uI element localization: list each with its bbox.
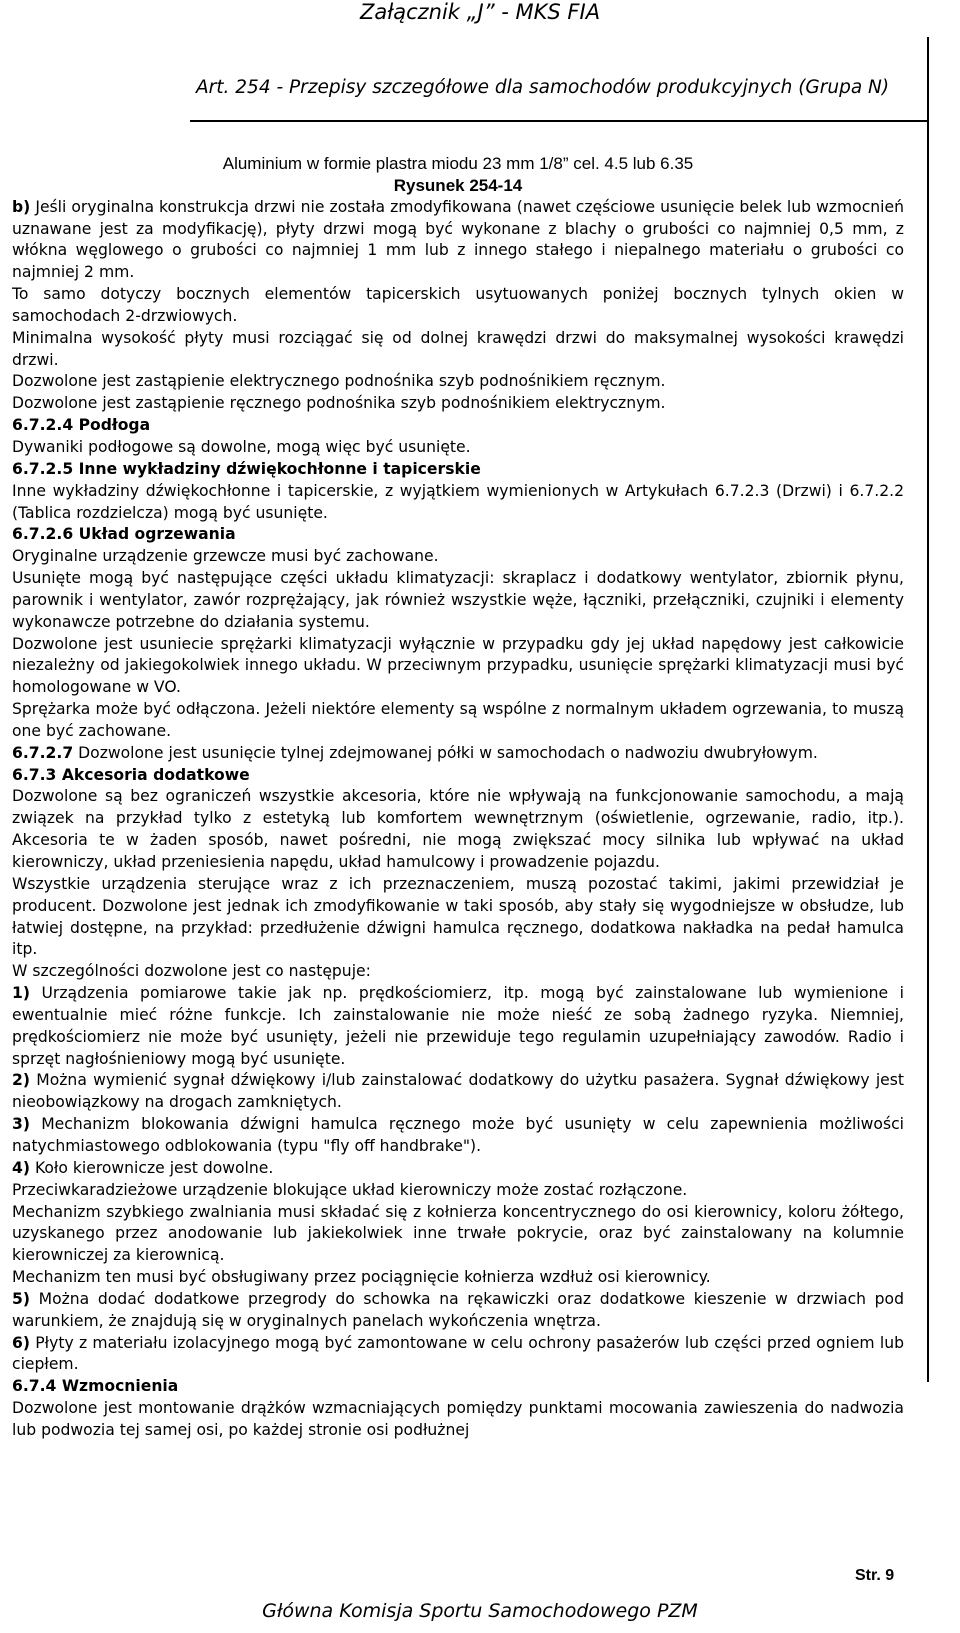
paragraph-text: Urządzenia pomiarowe takie jak np. prędkościomierz, itp. mogą być zainstalowane lub wymienione i ewentualnie mieć różne funkcje. Ich zainstalowanie nie może nieść ze sobą żadnego ryzyka. Niemniej, prędkościomierz nie może być usunięty, jeżeli nie przewiduje tego regulamin uzupełniający zawodów. Radio i sprzęt nagłośnieniowy mogą być usunięte. — [12, 984, 904, 1068]
paragraph: To samo dotyczy bocznych elementów tapicerskich usytuowanych poniżej bocznych tylnych okien w samochodach 2-drzwiowych. — [12, 285, 904, 325]
paragraph-text: Można wymienić sygnał dźwiękowy i/lub zainstalować dodatkowy do użytku pasażera. Sygnał dźwiękowy jest nieobowiązkowy na drogach zamkniętych. — [12, 1071, 904, 1112]
paragraph: Przeciwkaradzieżowe urządzenie blokujące układ kierowniczy może zostać rozłączone. — [12, 1180, 688, 1199]
list-item-5 — [12, 1289, 904, 1333]
paragraph: Wszystkie urządzenia sterujące wraz z ich przeznaczeniem, muszą pozostać takimi, jakimi przewidział je producent. Dozwolone jest jednak ich zmodyfikowanie w taki sposób, aby stały się wygodniejsze w obsłudze, lub łatwiej dostępne, na przykład: przedłużenie dźwigni hamulca ręcznego, dodatkowa nakładka na pedał hamulca itp. — [12, 874, 904, 959]
item-label: 4) — [12, 1158, 30, 1177]
paragraph-text: Jeśli oryginalna konstrukcja drzwi nie została zmodyfikowana (nawet częściowe usunięcie belek lub wzmocnień uznawane jest za modyfikację), płyty drzwi mogą być wykonane z blachy o grubości co najmniej 0,5 mm, z włókna węglowego o grubości co najmniej 1 mm lub z innego stałego i niepalnego materiału o grubości co najmniej 2 mm. — [12, 197, 904, 282]
paragraph-text: Dozwolone jest usunięcie tylnej zdejmowanej półki w samochodach o nadwoziu dwubryłowym. — [73, 743, 818, 762]
section-heading-674: 6.7.4 Wzmocnienia — [12, 1377, 179, 1396]
paragraph: Dozwolone są bez ograniczeń wszystkie akcesoria, które nie wpływają na funkcjonowanie samochodu, a mają związek na przykład tylko z estetyką lub komfortem wewnętrznym (oświetlenie, ogrzewanie, radio, itp.). Akcesoria te w żaden sposób, nawet pośredni, nie mogą zwiększać mocy silnika lub wpływać na układ kierowniczy, układ przeniesienia napędu, układ hamulcowy i prowadzenie pojazdu. — [12, 787, 904, 871]
paragraph: Usunięte mogą być następujące części układu klimatyzacji: skraplacz i dodatkowy wentylator, zbiornik płynu, parownik i wentylator, zawór rozprężający, jak również wszystkie węże, łączniki, przełączniki, czujniki i elementy wykonawcze potrzebne do działania systemu. — [12, 569, 904, 631]
figure-caption-material: Aluminium w formie plastra miodu 23 mm 1/8” cel. 4.5 lub 6.35 — [222, 154, 694, 173]
paragraph: Oryginalne urządzenie grzewcze musi być zachowane. — [12, 547, 439, 566]
paragraph: Dozwolone jest zastąpienie ręcznego podnośnika szyb podnośnikiem elektrycznym. — [12, 394, 666, 413]
header-title: Załącznik „J” - MKS FIA — [359, 0, 601, 24]
list-item-2 — [12, 1070, 904, 1114]
list-item-3 — [12, 1114, 904, 1158]
list-item-6 — [12, 1333, 904, 1377]
item-label: 1) — [12, 984, 30, 1003]
section-number: 6.7.2.7 — [12, 743, 74, 762]
list-item-1 — [12, 983, 904, 1070]
paragraph: Sprężarka może być odłączona. Jeżeli niektóre elementy są wspólne z normalnym układem ogrzewania, to muszą one być zachowane. — [12, 700, 904, 740]
list-item-4 — [12, 1158, 904, 1180]
paragraph: Inne wykładziny dźwiękochłonne i tapicerskie, z wyjątkiem wymienionych w Artykułach 6.7.2.3 (Drzwi) i 6.7.2.2 (Tablica rozdzielcza) mogą być usunięte. — [12, 481, 904, 522]
horizontal-rule — [190, 120, 928, 122]
paragraph-b — [12, 197, 904, 284]
paragraph-text: Można dodać dodatkowe przegrody do schowka na rękawiczki oraz dodatkowe kieszenie w drzwiach pod warunkiem, że znajdują się w oryginalnych panelach wykończenia wnętrza. — [12, 1289, 904, 1330]
paragraph: Dywaniki podłogowe są dowolne, mogą więc być usunięte. — [12, 437, 471, 456]
item-label: b) — [12, 197, 31, 216]
paragraph: Dozwolone jest montowanie drążków wzmacniających pomiędzy punktami mocowania zawieszenia do nadwozia lub podwozia tej samej osi, po każdej stronie osi podłużnej — [12, 1399, 904, 1439]
paragraph: Mechanizm szybkiego zwalniania musi składać się z kołnierza koncentrycznego do osi kierownicy, koloru żółtego, uzyskanego przez anodowanie lub jakiekolwiek inne trwałe pokrycie, oraz być zainstalowany na kolumnie kierowniczej za kierownicą. — [12, 1202, 904, 1265]
section-heading-673: 6.7.3 Akcesoria dodatkowe — [12, 765, 250, 784]
paragraph: Minimalna wysokość płyty musi rozciągać się od dolnej krawędzi drzwi do maksymalnej wysokości krawędzi drzwi. — [12, 328, 904, 369]
paragraph-text: Płyty z materiału izolacyjnego mogą być zamontowane w celu ochrony pasażerów lub części przed ogniem lub ciepłem. — [12, 1333, 904, 1374]
item-label: 3) — [12, 1115, 30, 1134]
item-label: 5) — [12, 1289, 30, 1308]
item-label: 2) — [12, 1071, 30, 1090]
section-heading-6724: 6.7.2.4 Podłoga — [12, 416, 151, 435]
item-label: 6) — [12, 1333, 30, 1352]
paragraph: Dozwolone jest usuniecie sprężarki klimatyzacji wyłącznie w przypadku gdy jej układ napędowy jest całkowicie niezależny od jakiegokolwiek innego układu. W przeciwnym przypadku, usunięcie sprężarki klimatyzacji musi być homologowane w VO. — [12, 634, 904, 697]
paragraph: Mechanizm ten musi być obsługiwany przez pociągnięcie kołnierza wzdłuż osi kierownicy. — [12, 1268, 711, 1287]
section-heading-6725: 6.7.2.5 Inne wykładziny dźwiękochłonne i tapicerskie — [12, 459, 481, 478]
vertical-rule — [927, 37, 929, 1382]
paragraph-text: Koło kierownicze jest dowolne. — [29, 1158, 274, 1177]
paragraph-text: Mechanizm blokowania dźwigni hamulca ręcznego może być usunięty w celu zapewnienia możliwości natychmiastowego odblokowania (typu "fly off handbrake"). — [12, 1115, 904, 1155]
figure-caption-title: Rysunek 254-14 — [393, 175, 523, 195]
document-body — [12, 153, 904, 1442]
paragraph: Dozwolone jest zastąpienie elektrycznego podnośnika szyb podnośnikiem ręcznym. — [12, 372, 666, 391]
header-subtitle: Art. 254 - Przepisy szczegółowe dla samochodów produkcyjnych (Grupa N) — [196, 77, 890, 98]
paragraph: W szczególności dozwolone jest co następuje: — [12, 962, 371, 981]
section-heading-6726: 6.7.2.6 Układ ogrzewania — [12, 525, 236, 544]
footer: Główna Komisja Sportu Samochodowego PZM — [262, 1600, 698, 1622]
page-number: Str. 9 — [855, 1567, 895, 1584]
paragraph-6727 — [12, 743, 904, 765]
